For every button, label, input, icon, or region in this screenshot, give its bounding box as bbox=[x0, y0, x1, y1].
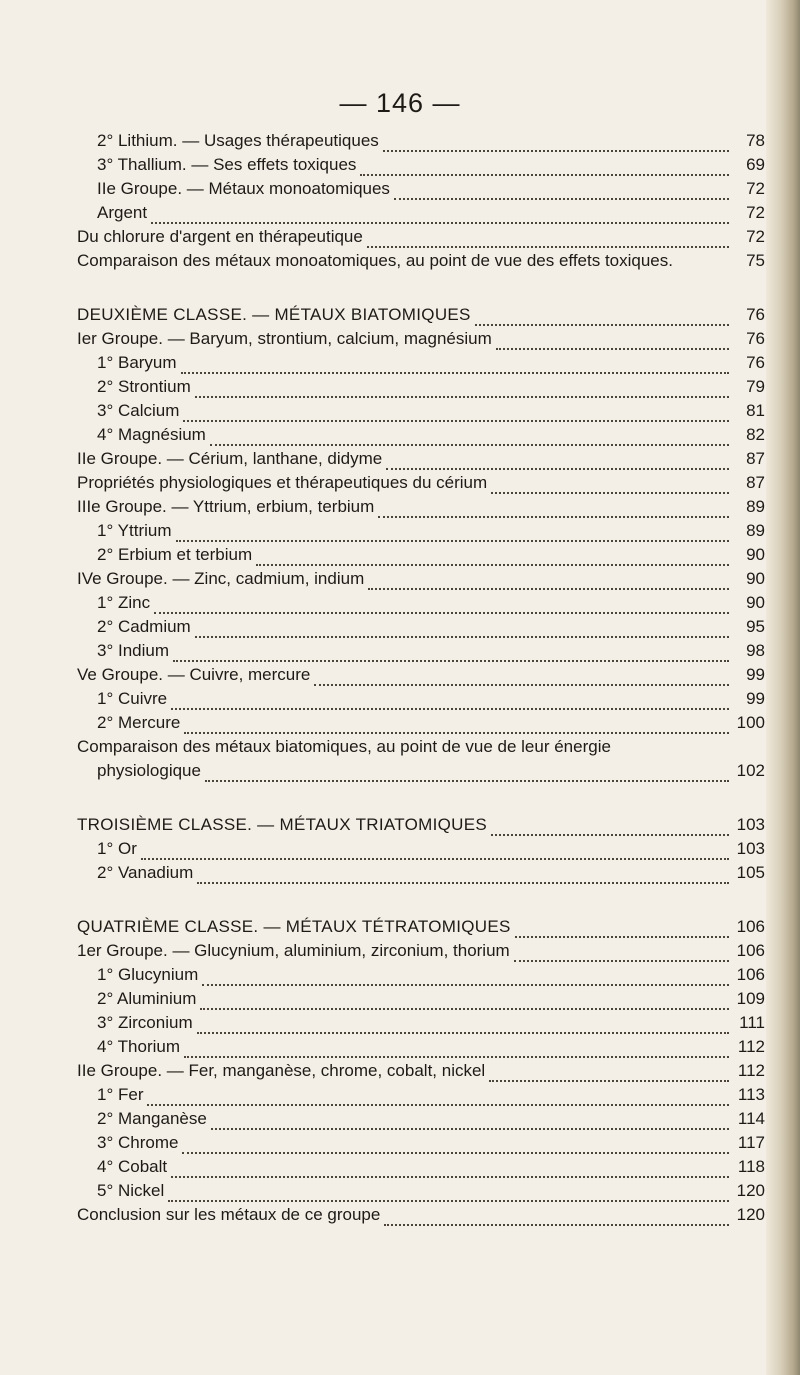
entry-label: 3° Zirconium bbox=[97, 1013, 193, 1032]
leader-dots bbox=[171, 1160, 729, 1178]
entry-page: 81 bbox=[746, 401, 765, 420]
toc-entry bbox=[77, 940, 765, 962]
leader-dots bbox=[173, 644, 729, 662]
leader-dots bbox=[394, 182, 729, 200]
leader-dots bbox=[367, 230, 729, 248]
entry-page: 105 bbox=[736, 863, 765, 882]
leader-dots bbox=[202, 968, 729, 986]
entry-page: 103 bbox=[736, 815, 765, 834]
entry-page: 120 bbox=[736, 1181, 765, 1200]
leader-dots bbox=[384, 1208, 729, 1226]
toc-entry bbox=[97, 424, 765, 446]
leader-dots bbox=[378, 500, 729, 518]
leader-dots bbox=[182, 1136, 729, 1154]
entry-label: 2° Erbium et terbium bbox=[97, 545, 253, 564]
entry-page: 72 bbox=[746, 227, 765, 246]
entry-label: 1° Glucynium bbox=[97, 965, 199, 984]
entry-page: 90 bbox=[746, 545, 765, 564]
leader-dots bbox=[141, 842, 729, 860]
entry-label: physiologique bbox=[97, 761, 201, 780]
entry-page: 95 bbox=[746, 617, 765, 636]
leader-dots bbox=[154, 596, 729, 614]
entry-page: 98 bbox=[746, 641, 765, 660]
entry-page: 102 bbox=[736, 761, 765, 780]
entry-label: Conclusion sur les métaux de ce groupe bbox=[77, 1205, 381, 1224]
page-number: — 146 — bbox=[339, 88, 461, 118]
leader-dots bbox=[383, 134, 729, 152]
entry-label: TROISIÈME CLASSE. — MÉTAUX TRIATOMIQUES bbox=[77, 815, 488, 834]
leader-dots bbox=[195, 380, 729, 398]
leader-dots bbox=[491, 476, 729, 494]
leader-dots bbox=[197, 1016, 729, 1034]
entry-page: 87 bbox=[746, 473, 765, 492]
toc-entry bbox=[77, 1204, 765, 1226]
entry-page: 99 bbox=[746, 665, 765, 684]
toc-entry bbox=[97, 400, 765, 422]
entry-label: 2° Aluminium bbox=[97, 989, 197, 1008]
entry-label: 2° Mercure bbox=[97, 713, 181, 732]
leader-dots bbox=[491, 818, 729, 836]
toc-entry bbox=[97, 688, 765, 710]
entry-label: IIe Groupe. — Métaux monoatomiques bbox=[97, 179, 390, 198]
entry-page: 79 bbox=[746, 377, 765, 396]
entry-page: 89 bbox=[746, 521, 765, 540]
entry-label: 1° Fer bbox=[97, 1085, 144, 1104]
entry-page: 72 bbox=[746, 179, 765, 198]
entry-label: 4° Thorium bbox=[97, 1037, 181, 1056]
leader-dots bbox=[475, 308, 729, 326]
toc-entry bbox=[97, 1132, 765, 1154]
entry-label: 2° Vanadium bbox=[97, 863, 194, 882]
toc-entry bbox=[97, 1084, 765, 1106]
entry-label: Argent bbox=[97, 203, 148, 222]
toc-entry bbox=[77, 448, 765, 470]
page-edge-shadow bbox=[766, 0, 800, 1375]
entry-label: 3° Chrome bbox=[97, 1133, 179, 1152]
entry-page: 89 bbox=[746, 497, 765, 516]
entry-label: 3° Calcium bbox=[97, 401, 180, 420]
toc-entry bbox=[77, 664, 765, 686]
entry-label: Propriétés physiologiques et thérapeutiques du cérium bbox=[77, 473, 488, 492]
entry-page: 112 bbox=[737, 1037, 765, 1056]
leader-dots bbox=[184, 716, 729, 734]
toc-entry bbox=[97, 376, 765, 398]
entry-label: 3° Indium bbox=[97, 641, 170, 660]
toc-entry bbox=[77, 250, 765, 272]
entry-label: 1° Or bbox=[97, 839, 137, 858]
entry-label: IIe Groupe. — Fer, manganèse, chrome, cobalt, nickel bbox=[77, 1061, 486, 1080]
entry-label: 4° Cobalt bbox=[97, 1157, 168, 1176]
toc-entry bbox=[97, 838, 765, 860]
leader-dots bbox=[205, 764, 729, 782]
toc-entry bbox=[97, 352, 765, 374]
entry-label: DEUXIÈME CLASSE. — MÉTAUX BIATOMIQUES bbox=[77, 305, 471, 324]
leader-dots bbox=[200, 992, 729, 1010]
entry-label: 3° Thallium. — Ses effets toxiques bbox=[97, 155, 357, 174]
toc-entry bbox=[77, 1060, 765, 1082]
entry-page: 78 bbox=[746, 131, 765, 150]
entry-label: 2° Manganèse bbox=[97, 1109, 207, 1128]
entry-label: 2° Cadmium bbox=[97, 617, 191, 636]
entry-label: QUATRIÈME CLASSE. — MÉTAUX TÉTRATOMIQUES bbox=[77, 917, 511, 936]
leader-dots bbox=[211, 1112, 729, 1130]
toc-entry bbox=[77, 472, 765, 494]
entry-page: 118 bbox=[737, 1157, 765, 1176]
entry-page: 109 bbox=[736, 989, 765, 1008]
entry-label: Ve Groupe. — Cuivre, mercure bbox=[77, 665, 311, 684]
entry-page: 120 bbox=[736, 1205, 765, 1224]
entry-label: Du chlorure d'argent en thérapeutique bbox=[77, 227, 363, 246]
entry-page: 76 bbox=[746, 329, 765, 348]
entry-page: 75 bbox=[746, 251, 765, 270]
leader-dots bbox=[496, 332, 729, 350]
entry-label: 1° Baryum bbox=[97, 353, 177, 372]
entry-page: 72 bbox=[746, 203, 765, 222]
toc-entry bbox=[97, 862, 765, 884]
entry-page: 106 bbox=[736, 941, 765, 960]
toc-class-heading bbox=[77, 814, 765, 836]
toc-entry bbox=[97, 520, 765, 542]
entry-label: 1° Zinc bbox=[97, 593, 151, 612]
leader-dots bbox=[151, 206, 729, 224]
entry-label: Comparaison des métaux monoatomiques, au point de vue des effets toxiques. bbox=[77, 251, 673, 270]
entry-page: 87 bbox=[746, 449, 765, 468]
toc-entry bbox=[97, 640, 765, 662]
entry-page: 99 bbox=[746, 689, 765, 708]
entry-label: 5° Nickel bbox=[97, 1181, 165, 1200]
leader-dots bbox=[360, 158, 729, 176]
leader-dots bbox=[210, 428, 729, 446]
toc-entry bbox=[97, 1108, 765, 1130]
entry-page: 113 bbox=[737, 1085, 765, 1104]
toc-entry bbox=[97, 1036, 765, 1058]
entry-label: 2° Strontium bbox=[97, 377, 191, 396]
toc-entry bbox=[97, 544, 765, 566]
toc-entry bbox=[97, 1156, 765, 1178]
entry-label: Ier Groupe. — Baryum, strontium, calcium, magnésium bbox=[77, 329, 492, 348]
entry-page: 112 bbox=[737, 1061, 765, 1080]
entry-page: 90 bbox=[746, 569, 765, 588]
entry-page: 90 bbox=[746, 593, 765, 612]
entry-page: 114 bbox=[737, 1109, 765, 1128]
entry-label: Comparaison des métaux biatomiques, au point de vue de leur énergie bbox=[77, 737, 611, 756]
toc-entry bbox=[97, 154, 765, 176]
entry-label: IIIe Groupe. — Yttrium, erbium, terbium bbox=[77, 497, 375, 516]
toc-entry bbox=[97, 616, 765, 638]
entry-label: IVe Groupe. — Zinc, cadmium, indium bbox=[77, 569, 365, 588]
toc-entry bbox=[97, 592, 765, 614]
entry-page: 100 bbox=[736, 713, 765, 732]
entry-page: 69 bbox=[746, 155, 765, 174]
entry-page: 111 bbox=[739, 1013, 765, 1032]
leader-dots bbox=[147, 1088, 729, 1106]
toc-entry bbox=[97, 964, 765, 986]
entry-label: 4° Magnésium bbox=[97, 425, 206, 444]
leader-dots bbox=[615, 742, 729, 758]
entry-page: 76 bbox=[746, 353, 765, 372]
leader-dots bbox=[184, 1040, 729, 1058]
entry-page: 76 bbox=[746, 305, 765, 324]
toc-entry bbox=[97, 760, 765, 782]
toc-class-heading bbox=[77, 304, 765, 326]
leader-dots bbox=[176, 524, 729, 542]
leader-dots bbox=[168, 1184, 729, 1202]
toc-entry bbox=[77, 226, 765, 248]
leader-dots bbox=[181, 356, 729, 374]
leader-dots bbox=[515, 920, 729, 938]
entry-label: 2° Lithium. — Usages thérapeutiques bbox=[97, 131, 379, 150]
leader-dots bbox=[195, 620, 729, 638]
leader-dots bbox=[368, 572, 729, 590]
toc-entry bbox=[97, 178, 765, 200]
entry-page: 106 bbox=[736, 917, 765, 936]
toc-entry bbox=[97, 1012, 765, 1034]
toc-class-heading bbox=[77, 916, 765, 938]
toc-entry bbox=[77, 328, 765, 350]
entry-label: 1° Cuivre bbox=[97, 689, 168, 708]
leader-dots bbox=[183, 404, 729, 422]
entry-label: IIe Groupe. — Cérium, lanthane, didyme bbox=[77, 449, 383, 468]
toc-entry bbox=[97, 202, 765, 224]
leader-dots bbox=[386, 452, 729, 470]
leader-dots bbox=[489, 1064, 729, 1082]
leader-dots bbox=[256, 548, 729, 566]
entry-label: 1er Groupe. — Glucynium, aluminium, zirconium, thorium bbox=[77, 941, 510, 960]
leader-dots bbox=[171, 692, 729, 710]
toc-entry bbox=[97, 988, 765, 1010]
toc-entry bbox=[77, 736, 765, 758]
leader-dots bbox=[197, 866, 729, 884]
toc-entry bbox=[77, 568, 765, 590]
toc-entry bbox=[97, 712, 765, 734]
leader-dots bbox=[314, 668, 729, 686]
toc-entry bbox=[97, 130, 765, 152]
entry-label: 1° Yttrium bbox=[97, 521, 172, 540]
toc-entry bbox=[77, 496, 765, 518]
leader-dots bbox=[677, 256, 729, 272]
toc-entry bbox=[97, 1180, 765, 1202]
leader-dots bbox=[514, 944, 729, 962]
entry-page: 82 bbox=[746, 425, 765, 444]
entry-page: 106 bbox=[736, 965, 765, 984]
entry-page: 103 bbox=[736, 839, 765, 858]
entry-page: 117 bbox=[737, 1133, 765, 1152]
